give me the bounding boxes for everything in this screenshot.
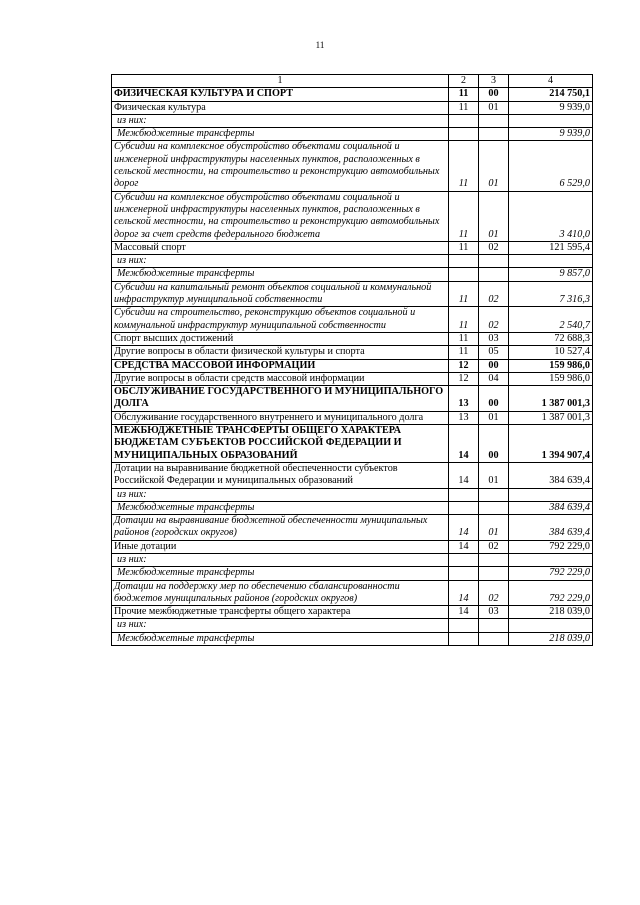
header-cell-1: 1 xyxy=(112,75,449,88)
row-amount: 384 639,4 xyxy=(509,462,593,488)
row-amount: 9 939,0 xyxy=(509,128,593,141)
row-amount xyxy=(509,255,593,268)
row-subsection-code: 02 xyxy=(479,241,509,254)
row-section-code: 14 xyxy=(449,540,479,553)
row-subsection-code: 00 xyxy=(479,359,509,372)
row-subsection-code: 01 xyxy=(479,101,509,114)
row-name-cell: из них: xyxy=(112,114,449,127)
row-name-cell: Физическая культура xyxy=(112,101,449,114)
row-amount: 2 540,7 xyxy=(509,307,593,333)
table-row xyxy=(112,515,593,541)
row-name-cell: из них: xyxy=(112,488,449,501)
row-section-code: 11 xyxy=(449,346,479,359)
row-subsection-code xyxy=(479,488,509,501)
row-subsection-code: 02 xyxy=(479,307,509,333)
row-section-code: 14 xyxy=(449,515,479,541)
row-name-cell: МЕЖБЮДЖЕТНЫЕ ТРАНСФЕРТЫ ОБЩЕГО ХАРАКТЕРА БЮДЖЕТАМ СУБЪЕКТОВ РОССИЙСКОЙ ФЕДЕРАЦИИ И МУНИЦИПАЛЬНЫХ ОБРАЗОВАНИЙ xyxy=(112,425,449,463)
row-section-code: 11 xyxy=(449,141,479,191)
row-amount: 218 039,0 xyxy=(509,606,593,619)
table-row xyxy=(112,372,593,385)
row-subsection-code: 01 xyxy=(479,411,509,424)
row-section-code: 11 xyxy=(449,191,479,241)
row-name-cell: из них: xyxy=(112,553,449,566)
row-section-code xyxy=(449,255,479,268)
row-section-code: 12 xyxy=(449,359,479,372)
row-subsection-code xyxy=(479,567,509,580)
table-row xyxy=(112,307,593,333)
row-name-cell: Иные дотации xyxy=(112,540,449,553)
budget-table xyxy=(111,74,593,646)
row-section-code: 11 xyxy=(449,281,479,307)
table-row xyxy=(112,580,593,606)
row-name-cell: Субсидии на комплексное обустройство объектами социальной и инженерной инфраструктуры населенных пунктов, расположенных в сельской местности, на строительство и реконструкцию автомобильных дорог за счет средств федерального бюджета xyxy=(112,191,449,241)
row-name-cell: Дотации на выравнивание бюджетной обеспеченности субъектов Российской Федерации и муниципальных образований xyxy=(112,462,449,488)
row-amount xyxy=(509,488,593,501)
row-name-cell: Межбюджетные трансферты xyxy=(112,501,449,514)
row-section-code: 11 xyxy=(449,241,479,254)
row-name-cell: Обслуживание государственного внутреннего и муниципального долга xyxy=(112,411,449,424)
row-section-code xyxy=(449,488,479,501)
row-amount xyxy=(509,619,593,632)
row-subsection-code: 00 xyxy=(479,425,509,463)
table-row xyxy=(112,255,593,268)
row-subsection-code xyxy=(479,128,509,141)
row-amount: 1 394 907,4 xyxy=(509,425,593,463)
row-name-cell: ОБСЛУЖИВАНИЕ ГОСУДАРСТВЕННОГО И МУНИЦИПАЛЬНОГО ДОЛГА xyxy=(112,386,449,412)
table-row xyxy=(112,540,593,553)
row-amount: 384 639,4 xyxy=(509,501,593,514)
row-amount: 1 387 001,3 xyxy=(509,386,593,412)
row-name-cell: Межбюджетные трансферты xyxy=(112,268,449,281)
row-subsection-code xyxy=(479,619,509,632)
row-amount: 9 939,0 xyxy=(509,101,593,114)
row-amount: 214 750,1 xyxy=(509,88,593,101)
row-amount: 3 410,0 xyxy=(509,191,593,241)
table-row xyxy=(112,101,593,114)
table-row xyxy=(112,567,593,580)
row-subsection-code xyxy=(479,501,509,514)
row-name-cell: Субсидии на строительство, реконструкцию объектов социальной и коммунальной инфраструктур муниципальной собственности xyxy=(112,307,449,333)
table-row xyxy=(112,268,593,281)
table-row xyxy=(112,462,593,488)
row-name-cell: СРЕДСТВА МАССОВОЙ ИНФОРМАЦИИ xyxy=(112,359,449,372)
row-name-cell: Другие вопросы в области средств массовой информации xyxy=(112,372,449,385)
header-row xyxy=(112,75,593,88)
row-section-code: 11 xyxy=(449,101,479,114)
table-row xyxy=(112,359,593,372)
row-section-code: 11 xyxy=(449,332,479,345)
row-subsection-code: 03 xyxy=(479,606,509,619)
row-name-cell: Субсидии на комплексное обустройство объектами социальной и инженерной инфраструктуры населенных пунктов, расположенных в сельской местности, на строительство и реконструкцию автомобильных дорог xyxy=(112,141,449,191)
table-row xyxy=(112,488,593,501)
row-section-code xyxy=(449,128,479,141)
row-name-cell: Другие вопросы в области физической культуры и спорта xyxy=(112,346,449,359)
row-amount: 384 639,4 xyxy=(509,515,593,541)
row-amount: 10 527,4 xyxy=(509,346,593,359)
row-subsection-code: 01 xyxy=(479,462,509,488)
table-row xyxy=(112,619,593,632)
table-row xyxy=(112,411,593,424)
table-row xyxy=(112,386,593,412)
row-name-cell: Дотации на поддержку мер по обеспечению сбалансированности бюджетов муниципальных районов (городских округов) xyxy=(112,580,449,606)
table-row xyxy=(112,606,593,619)
row-section-code: 14 xyxy=(449,462,479,488)
row-section-code xyxy=(449,619,479,632)
row-section-code: 14 xyxy=(449,606,479,619)
row-amount: 792 229,0 xyxy=(509,580,593,606)
row-amount xyxy=(509,553,593,566)
row-amount: 1 387 001,3 xyxy=(509,411,593,424)
row-amount: 159 986,0 xyxy=(509,372,593,385)
row-subsection-code: 02 xyxy=(479,580,509,606)
row-name-cell: Массовый спорт xyxy=(112,241,449,254)
row-subsection-code: 01 xyxy=(479,141,509,191)
header-cell-2: 2 xyxy=(449,75,479,88)
table-row xyxy=(112,501,593,514)
page-number: 11 xyxy=(315,40,325,50)
row-section-code xyxy=(449,632,479,645)
table-row xyxy=(112,128,593,141)
row-amount: 792 229,0 xyxy=(509,540,593,553)
row-amount: 792 229,0 xyxy=(509,567,593,580)
row-subsection-code: 01 xyxy=(479,191,509,241)
table-row xyxy=(112,141,593,191)
row-amount: 218 039,0 xyxy=(509,632,593,645)
row-subsection-code xyxy=(479,114,509,127)
row-section-code: 13 xyxy=(449,411,479,424)
row-subsection-code: 04 xyxy=(479,372,509,385)
row-name-cell: Дотации на выравнивание бюджетной обеспеченности муниципальных районов (городских округов) xyxy=(112,515,449,541)
row-name-cell: Субсидии на капитальный ремонт объектов социальной и коммунальной инфраструктур муниципальной собственности xyxy=(112,281,449,307)
row-name-cell: из них: xyxy=(112,619,449,632)
row-subsection-code: 03 xyxy=(479,332,509,345)
header-cell-4: 4 xyxy=(509,75,593,88)
table-row xyxy=(112,241,593,254)
row-section-code xyxy=(449,567,479,580)
table-row xyxy=(112,346,593,359)
row-name-cell: из них: xyxy=(112,255,449,268)
row-amount: 72 688,3 xyxy=(509,332,593,345)
row-name-cell: Межбюджетные трансферты xyxy=(112,567,449,580)
row-subsection-code: 05 xyxy=(479,346,509,359)
table-row xyxy=(112,425,593,463)
row-name-cell: Межбюджетные трансферты xyxy=(112,128,449,141)
row-name-cell: Спорт высших достижений xyxy=(112,332,449,345)
table-row xyxy=(112,281,593,307)
table-row xyxy=(112,553,593,566)
row-section-code: 13 xyxy=(449,386,479,412)
row-section-code xyxy=(449,501,479,514)
row-subsection-code: 02 xyxy=(479,281,509,307)
header-cell-3: 3 xyxy=(479,75,509,88)
table-row xyxy=(112,332,593,345)
row-subsection-code: 00 xyxy=(479,386,509,412)
row-section-code xyxy=(449,553,479,566)
row-name-cell: ФИЗИЧЕСКАЯ КУЛЬТУРА И СПОРТ xyxy=(112,88,449,101)
table-row xyxy=(112,632,593,645)
row-section-code xyxy=(449,268,479,281)
row-subsection-code xyxy=(479,632,509,645)
row-subsection-code: 01 xyxy=(479,515,509,541)
row-subsection-code: 02 xyxy=(479,540,509,553)
row-amount: 159 986,0 xyxy=(509,359,593,372)
row-amount: 121 595,4 xyxy=(509,241,593,254)
row-section-code: 11 xyxy=(449,307,479,333)
row-amount xyxy=(509,114,593,127)
row-amount: 9 857,0 xyxy=(509,268,593,281)
table-row xyxy=(112,191,593,241)
row-subsection-code: 00 xyxy=(479,88,509,101)
row-section-code: 14 xyxy=(449,425,479,463)
row-name-cell: Межбюджетные трансферты xyxy=(112,632,449,645)
row-subsection-code xyxy=(479,268,509,281)
row-subsection-code xyxy=(479,553,509,566)
row-amount: 6 529,0 xyxy=(509,141,593,191)
row-section-code: 14 xyxy=(449,580,479,606)
row-section-code: 11 xyxy=(449,88,479,101)
table-row xyxy=(112,88,593,101)
row-amount: 7 316,3 xyxy=(509,281,593,307)
row-section-code xyxy=(449,114,479,127)
row-subsection-code xyxy=(479,255,509,268)
table-row xyxy=(112,114,593,127)
row-name-cell: Прочие межбюджетные трансферты общего характера xyxy=(112,606,449,619)
row-section-code: 12 xyxy=(449,372,479,385)
